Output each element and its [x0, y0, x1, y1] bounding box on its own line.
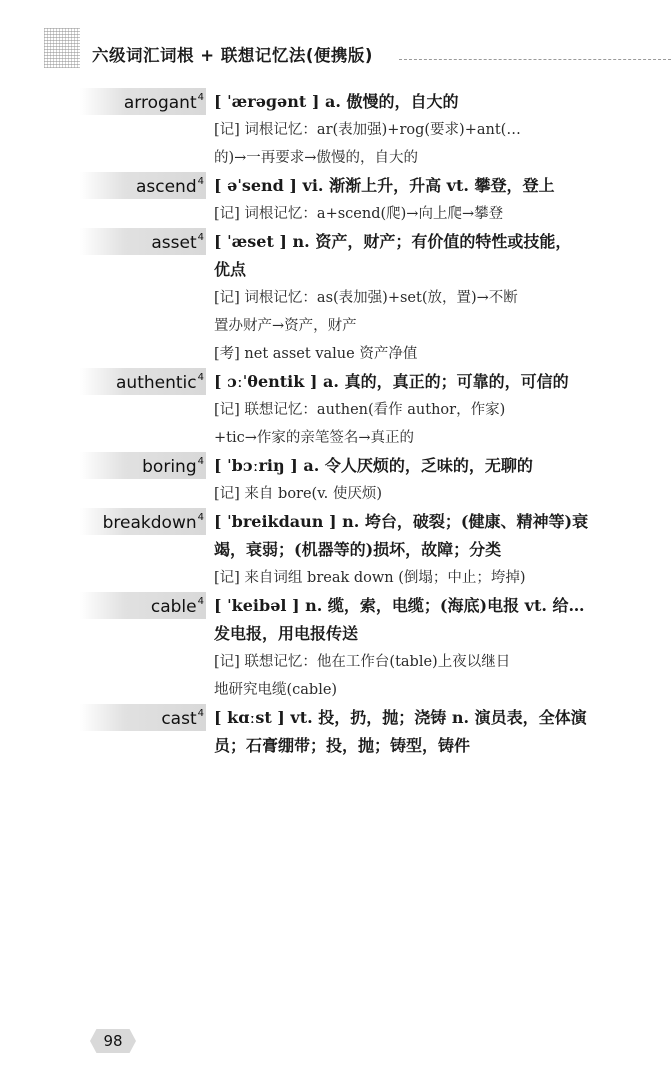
headword-box [80, 508, 206, 535]
definition-line: [ əˈsend ] vi. 渐渐上升，升高 vt. 攀登，登上 [214, 176, 555, 195]
frequency-level: 4 [197, 372, 204, 383]
entry-cast [0, 704, 671, 760]
header-rule [399, 59, 671, 60]
memory-note: [记] 来自词组 break down (倒塌；中止；垮掉) [214, 570, 526, 586]
headword: boring [142, 457, 197, 477]
frequency-level: 4 [197, 512, 204, 523]
headword: breakdown [102, 513, 197, 533]
running-header [44, 28, 671, 68]
definition-line: 员；石膏绷带；投，抛；铸型，铸件 [214, 736, 471, 755]
headword: ascend [135, 177, 197, 197]
memory-note: [记] 词根记忆：as(表加强)+set(放，置)→不断 [214, 290, 518, 306]
definition-line: [ ɔːˈθentik ] a. 真的，真正的；可靠的，可信的 [214, 372, 569, 391]
memory-note: [记] 联想记忆：他在工作台(table)上夜以继日 [214, 654, 511, 670]
page-number: 98 [90, 1029, 136, 1053]
header-decoration [44, 28, 80, 68]
entry-ascend [0, 172, 671, 228]
headword: asset [151, 233, 197, 253]
definition-line: [ kɑːst ] vt. 投，扔，抛；浇铸 n. 演员表，全体演 [214, 708, 587, 727]
frequency-level: 4 [197, 92, 204, 103]
memory-note: [记] 词根记忆：a+scend(爬)→向上爬→攀登 [214, 206, 504, 222]
memory-note: [记] 联想记忆：authen(看作 author，作家) [214, 402, 506, 418]
definition-line: [ ˈkeibəl ] n. 缆，索，电缆；(海底)电报 vt. 给… [214, 596, 585, 615]
headword-box [80, 88, 206, 115]
entry-arrogant [0, 88, 671, 172]
headword: authentic [116, 373, 197, 393]
definition-line: [ ˈæset ] n. 资产，财产；有价值的特性或技能， [214, 232, 572, 251]
headword: cable [150, 597, 197, 617]
headword-box [80, 228, 206, 255]
headword-box [80, 704, 206, 731]
frequency-level: 4 [197, 232, 204, 243]
definition-line: 竭，衰弱；(机器等的)损坏，故障；分类 [214, 540, 502, 559]
exam-note: [考] net asset value 资产净值 [214, 346, 418, 362]
entry-boring [0, 452, 671, 508]
entry-cable [0, 592, 671, 704]
headword-box [80, 452, 206, 479]
frequency-level: 4 [197, 708, 204, 719]
frequency-level: 4 [197, 456, 204, 467]
definition-line: [ ˈbɔːriŋ ] a. 令人厌烦的，乏味的，无聊的 [214, 456, 533, 475]
entry-asset [0, 228, 671, 368]
memory-note: +tic→作家的亲笔签名→真正的 [214, 430, 415, 446]
frequency-level: 4 [197, 596, 204, 607]
definition-line: [ ˈbreikdaun ] n. 垮台，破裂；(健康、精神等)衰 [214, 512, 589, 531]
memory-note: 地研究电缆(cable) [214, 682, 338, 698]
memory-note: [记] 词根记忆：ar(表加强)+rog(要求)+ant(… [214, 122, 521, 138]
entry-list [0, 88, 671, 760]
definition-line: [ ˈærəɡənt ] a. 傲慢的，自大的 [214, 92, 459, 111]
headword: arrogant [123, 93, 197, 113]
memory-note: 的)→一再要求→傲慢的，自大的 [214, 150, 418, 166]
headword: cast [161, 709, 197, 729]
book-title: 六级词汇词根 + 联想记忆法(便携版) [92, 46, 373, 65]
memory-note: 置办财产→资产，财产 [214, 318, 357, 334]
memory-note: [记] 来自 bore(v. 使厌烦) [214, 486, 383, 502]
entry-breakdown [0, 508, 671, 592]
headword-box [80, 172, 206, 199]
entry-authentic [0, 368, 671, 452]
definition-line: 发电报，用电报传送 [214, 624, 359, 643]
definition-line: 优点 [214, 260, 247, 279]
headword-box [80, 368, 206, 395]
frequency-level: 4 [197, 176, 204, 187]
headword-box [80, 592, 206, 619]
